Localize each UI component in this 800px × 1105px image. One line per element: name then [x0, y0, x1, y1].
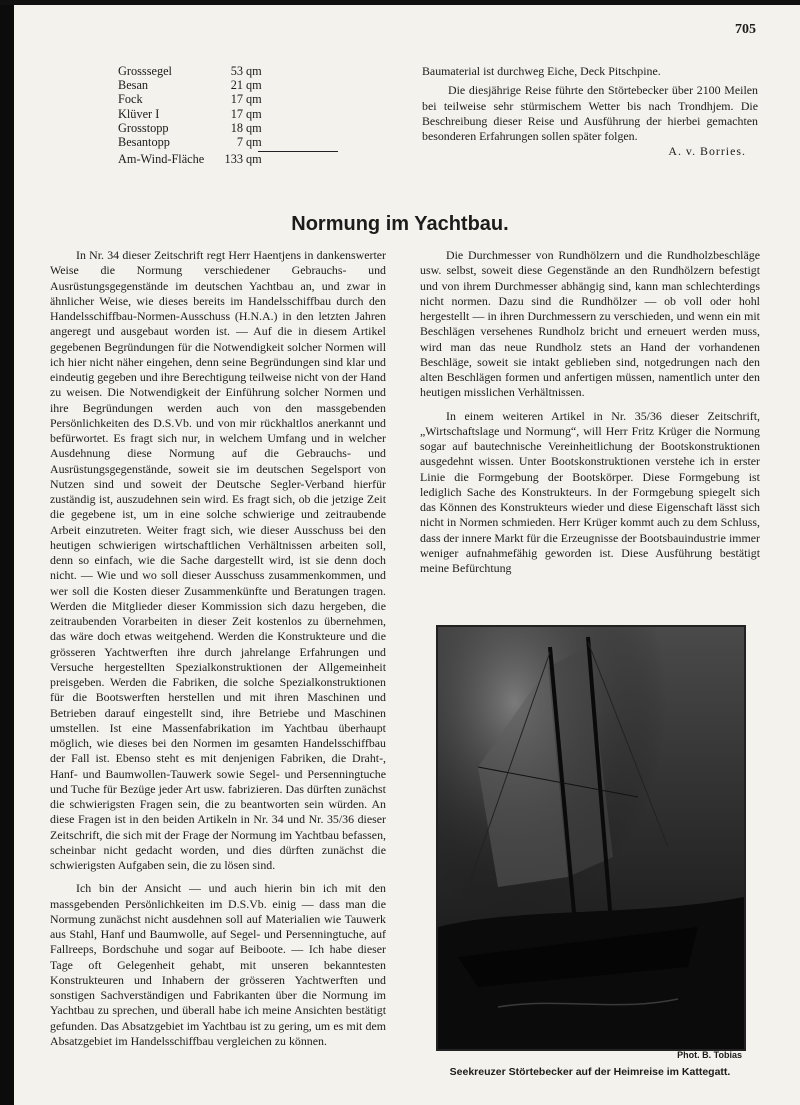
photo-caption: Seekreuzer Störtebecker auf der Heimreise im Kattegatt. [449, 1066, 731, 1078]
sail-total-name: Am-Wind-Fläche [118, 152, 205, 167]
sail-unit: qm [246, 92, 262, 107]
sail-unit: qm [246, 64, 262, 78]
article-title: Normung im Yachtbau. [291, 213, 509, 235]
sail-value: 17 [230, 92, 243, 107]
sail-total-row [118, 152, 343, 166]
sailing-yacht-illustration [438, 627, 744, 1049]
scan-edge-top [0, 0, 800, 5]
author-signature: A. v. Borries. [668, 144, 746, 159]
previous-article-paragraph: Baumaterial ist durchweg Eiche, Deck Pitschpine. [422, 64, 661, 78]
sail-name: Besan [118, 78, 149, 93]
sail-value: 17 [230, 106, 243, 121]
previous-article-ending [422, 64, 758, 160]
page-number: 705 [735, 22, 756, 37]
sail-name: Besantopp [118, 134, 170, 149]
sail-name: Klüver I [118, 106, 160, 121]
article-paragraph: Die Durchmesser von Rundhölzern und die Rundholzbeschläge usw. selbst, soweit diese Gegenstände an den Rundhölzern befestigt und von ihrem Durchmesser abhängig sind, kann man schlechterdings nicht normen. Dazu sind die Rundhölzer — ob voll oder hohl hergestellt — in ihren Durchmessern zu verschieden, und wenn ein mit Beschlägen versehenes Rundholz bricht und erneuert werden muss, wird man das neue Rundholz stets an Hand der vorhandenen Beschläge, soweit sie intakt geblieben sind, notgedrungen nach den alten Beschlägen formen und anfertigen müssen, namentlich unter den heutigen misslichen Verhältnissen. [420, 248, 760, 400]
sail-unit: qm [246, 134, 262, 149]
sail-unit: qm [246, 78, 262, 93]
photo-credit: Phot. B. Tobias [677, 1050, 742, 1060]
article-paragraph: In Nr. 34 dieser Zeitschrift regt Herr Haentjens in dankenswerter Weise die Normung verschiedener Gebrauchs- und Ausrüstungsgegenstände im deutschen Yachtbau an, und zwar in ähnlicher Weise, wie dieses bereits im Handelsschiffbau durch den Handelsschiffbau-Normen-Ausschuss (H.N.A.) in den letzten Jahren angeregt und ausgebaut worden ist. — Auf die in diesem Artikel gegebenen Begründungen für die Notwendigkeit solcher Normen will ich hier nicht näher eingehen, denn seine Begründungen sind klar und eindeutig gegeben und ihre Berechtigung teilweise nicht von der Hand zu weisen. Die Notwendigkeit der Einführung solcher Normen und ihre Begründungen werden auch von den massgebenden Persönlichkeiten des D.S.Vb. und von mir rückhaltlos anerkannt und befürwortet. Es fragt sich nur, in welchem Umfang und in welcher Ausdehnung diese Normung auf die Gebrauchs- und Ausrüstungsgegenstände, soweit sie im deutschen Segelsport von Nutzen sind und soweit der Deutsche Segler-Verband hierfür zuständig ist, auszudehnen sein wird. Es fragt sich, ob die jetzige Zeit die gegebene ist, um in eine solche schwierige und zeitraubende Arbeit einzutreten. Weiter fragt sich, wie dieser Ausschuss bei den heutigen schwierigen wirtschaftlichen Verhältnissen arbeiten soll, denn so einfach, wie die Sache dargestellt wird, ist sie denn doch nicht. — Wie und wo soll dieser Ausschuss zusammenkommen, und wer soll die Kosten dieser Zusammenkünfte und Beratungen tragen. Werden die Mitglieder dieser Kommission sich dazu hergeben, die zeitraubenden Vorarbeiten in dieser Zeit kostenlos zu übernehmen, das wäre doch etwas weitgehend. Werden die Konstrukteure und die grösseren Yachtwerften ihre durch jahrelange Erfahrungen und Versuche hergestellten Spezialkonstruktionen der Allgemeinheit preisgeben. Werden die Fabriken, die solche Spezialkonstruktionen für die Bootswerften herstellen und mit ihren Maschinen und Betrieben darauf eingestellt sind, ihre Betriebe und Maschinen umstellen. Ist eine Massenfabrikation im Yachtbau überhaupt möglich, wie dieses bei den Normen im gesamten Handelsschiffbau der Fall ist. Ebenso steht es mit denjenigen Fabriken, die Draht-, Hanf- und Baumwollen-Tauwerk sowie Segel- und Persenningtuche und Tuche für Bezüge jeder Art usw. fabrizieren. Das dürften zunächst die schwierigsten Fragen sein, die zu beantworten sein würden. An diese Fragen ist in den beiden Artikeln in Nr. 34 und Nr. 35/36 dieser Zeitschrift, die sich mit der Frage der Normung im Yachtbau befassen, scheinbar nicht gedacht worden, und dies dürften zunächst die schwierigsten Aufgaben sein, die zu lösen sind. [50, 248, 386, 872]
sail-unit: qm [246, 106, 262, 121]
sail-value: 53 [230, 64, 243, 78]
sail-value: 21 [230, 78, 243, 93]
sail-area-table [118, 64, 343, 166]
previous-article-paragraph: Die diesjährige Reise führte den Störtebecker über 2100 Meilen bei teilweise sehr stürmischem Wetter bis nach Trondhjem. Die Beschreibung dieser Reise und Ausführung der hierbei gemachten besonderen Erfahrungen sollen später folgen. [422, 83, 758, 143]
sail-row [118, 92, 343, 106]
sail-total-unit: qm [246, 152, 262, 167]
article-paragraph: Ich bin der Ansicht — und auch hierin bin ich mit den massgebenden Persönlichkeiten im D.S.Vb. einig — dass man die Normung zunächst nicht ausdehnen soll auf Materialien wie Tauwerk aus Stahl, Hanf und Baumwolle, auf Segel- und Persenningtuche, auf Fallreeps, Bordschuhe und sogar auf Beiboote. — Ich habe dieser Tage oft Gelegenheit gehabt, mit unseren bekanntesten Konstrukteuren und Inhabern der grösseren Yachtwerften und sonstigen Sachverständigen und Fabrikanten über die Normung im Yachtbau zu sprechen, und überall habe ich meine Ansichten bestätigt gefunden. Das Absatzgebiet im Yachtbau ist zu gering, um es mit dem Absatzgebiet im Handelsschiffbau vergleichen zu können. [50, 881, 386, 1048]
sail-total-value: 133 [224, 152, 243, 167]
sail-row [118, 135, 343, 149]
sail-row [118, 64, 343, 78]
sail-name: Fock [118, 92, 143, 107]
sail-unit: qm [246, 120, 262, 135]
article-right-column [420, 248, 760, 576]
sail-row [118, 78, 343, 92]
sail-name: Grosssegel [118, 64, 172, 78]
sail-row [118, 107, 343, 121]
article-paragraph: In einem weiteren Artikel in Nr. 35/36 dieser Zeitschrift, „Wirtschaftslage und Normung“, will Herr Fritz Krüger die Normung sogar auf bautechnische Vereinheitlichung der Bootskonstruktionen ausgedehnt wissen. Unter Bootskonstruktionen verstehe ich in erster Linie die Formgebung der Bootskörper. Diese Formgebung ist lediglich Sache des Konstrukteurs. In der Formgebung spiegelt sich das Können des Konstrukteurs wieder und diese Eigenschaft lässt sich nicht in Normen schmieden. Herr Krüger kommt auch zu dem Schluss, dass der innere Markt für die Erzeugnisse der Bootsbauindustrie immer weniger aufnahmefähig geworden ist. Diese Ausführung bestätigt meine Befürchtung [420, 408, 760, 575]
sail-value: 7 [236, 134, 243, 149]
article-left-column [50, 248, 386, 1049]
sail-value: 18 [230, 120, 243, 135]
sail-name: Grosstopp [118, 120, 169, 135]
sailing-yacht-photo [436, 625, 746, 1051]
scan-edge-left [0, 0, 14, 1105]
sail-row [118, 121, 343, 135]
